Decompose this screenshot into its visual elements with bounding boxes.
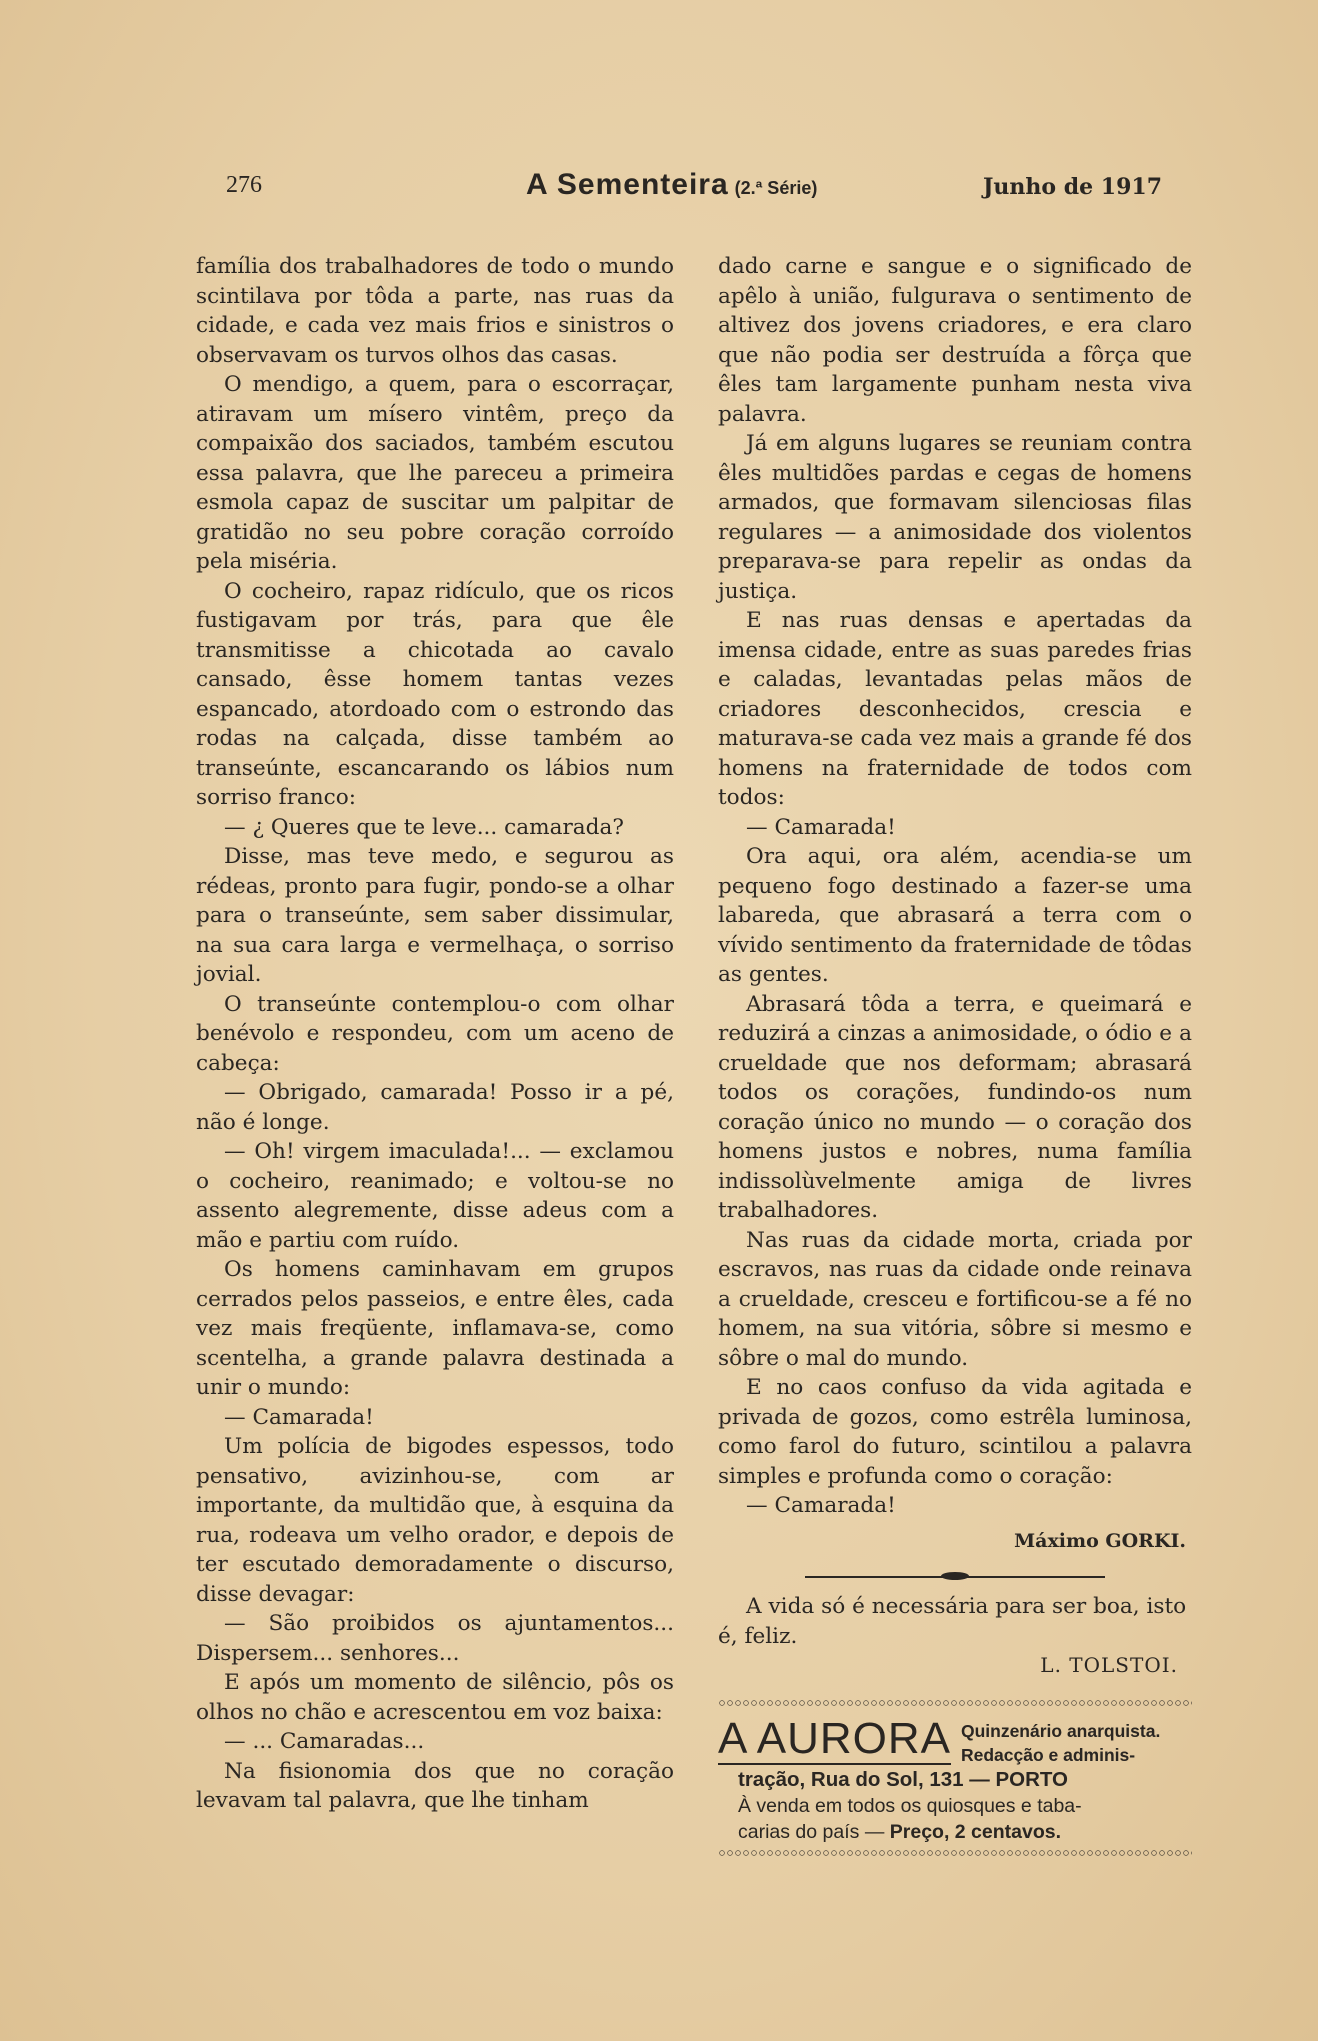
ad-price: Preço, 2 centavos. [889, 1820, 1062, 1843]
paragraph: — Oh! virgem imaculada!... — exclamou o cocheiro, reanimado; e voltou-se no assento alegremente, disse adeus com a mão e partiu com ruído. [196, 1139, 674, 1253]
ad-masthead [718, 1713, 1192, 1767]
quote-author: L. TOLSTOI. [1040, 1653, 1178, 1677]
ornamental-divider [805, 1576, 1105, 1578]
ad-desc-line1: Quinzenário anarquista. [960, 1720, 1161, 1741]
paragraph: — Camarada! [746, 814, 896, 840]
page-header [226, 168, 1162, 208]
decorative-border-top [718, 1699, 1192, 1707]
quote-text [718, 1592, 1192, 1651]
author-signature: Máximo GORKI. [1014, 1529, 1186, 1552]
ad-sale-line: À venda em todos os quiosques e taba- [738, 1794, 1082, 1817]
ad-sale-line2: carias do país — [738, 1820, 885, 1843]
right-column [718, 252, 1192, 1857]
paragraph: — Camarada! [746, 1493, 896, 1518]
paragraph: Já em alguns lugares se reuniam contra êles multidões pardas e cegas de homens armados, que formavam silenciosas filas regulares — a animosidade dos violentos preparava-se para repelir as ondas da justiça. [718, 431, 1192, 604]
paragraph: família dos trabalhadores de todo o mundo scintilava por tôda a parte, nas ruas da cidade, e cada vez mais frios e sinistros o observavam os turvos olhos das casas. [196, 254, 674, 368]
issue-date: Junho de 1917 [983, 174, 1162, 200]
series-label: (2.ª Série) [734, 178, 818, 198]
periodical-title: A Sementeira [526, 168, 729, 201]
paragraph: E no caos confuso da vida agitada e privada de gozos, como estrêla luminosa, como farol do futuro, scintilou a palavra simples e profunda como o coração: [718, 1375, 1192, 1489]
paragraph: dado carne e sangue e o significado de apêlo à união, fulgurava o sentimento de altivez dos jovens criadores, e era claro que não podia ser destruída a fôrça que êles tam largamente punham nesta viva palavra. [718, 254, 1192, 427]
paragraph: — ¿ Queres que te leve... camarada? [224, 814, 624, 840]
paragraph: Nas ruas da cidade morta, criada por escravos, nas ruas da cidade onde reinava a crueldade, cresceu e fortificou-se a fé no homem, na sua vitória, sôbre si mesmo e sôbre o mal do mundo. [718, 1227, 1192, 1371]
right-column-body [718, 252, 1192, 1521]
quote-body: A vida só é necessária para ser boa, isto é, feliz. [718, 1594, 1187, 1649]
paragraph: — Obrigado, camarada! Posso ir a pé, não é longe. [196, 1080, 674, 1135]
ad-description [961, 1717, 1160, 1767]
paragraph: E após um momento de silêncio, pôs os olhos no chão e acrescentou em voz baixa: [196, 1670, 674, 1725]
paragraph: E nas ruas densas e apertadas da imensa cidade, entre as suas paredes frias e caladas, levantadas pelas mãos de criadores desconhecidos, crescia e maturava-se cada vez mais a grande fé dos homens na fraternidade de todos com todos: [718, 608, 1192, 810]
advertisement-box [718, 1699, 1192, 1857]
paragraph: — São proibidos os ajuntamentos... Dispersem... senhores... [196, 1611, 674, 1666]
page-number: 276 [226, 172, 262, 198]
paragraph: Disse, mas teve medo, e segurou as rédeas, pronto para fugir, pondo-se a olhar para o transeúnte, sem saber dissimular, na sua cara larga e vermelhaça, o sorriso jovial. [196, 844, 674, 987]
paragraph: Na fisionomia dos que no coração levavam tal palavra, que lhe tinham [196, 1758, 674, 1813]
paragraph: Ora aqui, ora além, acendia-se um pequeno fogo destinado a fazer-se uma labareda, que abrasará a terra com o vívido sentimento da fraternidade de tôdas as gentes. [718, 844, 1192, 987]
masthead [526, 168, 817, 202]
ad-desc-line2: Redacção e adminis- [960, 1744, 1136, 1765]
ad-newspaper-name: A AURORA [718, 1713, 951, 1763]
ad-price-info [718, 1819, 1192, 1845]
ad-address: tração, Rua do Sol, 131 — PORTO [738, 1767, 1068, 1791]
decorative-border-bottom [718, 1849, 1192, 1857]
paragraph: — Camarada! [224, 1404, 374, 1430]
paragraph: Os homens caminhavam em grupos cerrados pelos passeios, e entre êles, cada vez mais freqüente, inflamava-se, como scentelha, a grande palavra destinada a unir o mundo: [196, 1257, 674, 1400]
paragraph: O cocheiro, rapaz ridículo, que os ricos fustigavam por trás, para que êle transmitisse a chicotada ao cavalo cansado, êsse homem tantas vezes espancado, atordoado com o estrondo das rodas na calçada, disse também ao transeúnte, escancarando os lábios num sorriso franco: [196, 578, 674, 810]
paragraph: O transeúnte contemplou-o com olhar benévolo e respondeu, com um aceno de cabeça: [196, 991, 674, 1076]
ad-sale-info [718, 1793, 1192, 1819]
paragraph: Um polícia de bigodes espessos, todo pensativo, avizinhou-se, com ar importante, da multidão que, à esquina da rua, rodeava um velho orador, e depois de ter escutado demoradamente o discurso, disse devagar: [196, 1434, 674, 1607]
paragraph: O mendigo, a quem, para o escorraçar, atiravam um mísero vintêm, preço da compaixão dos saciados, também escutou essa palavra, que lhe pareceu a primeira esmola capaz de suscitar um palpitar de gratidão no seu pobre coração corroído pela miséria. [196, 372, 674, 574]
left-column [196, 252, 674, 1816]
paragraph: — ... Camaradas... [224, 1729, 425, 1754]
paragraph: Abrasará tôda a terra, e queimará e reduzirá a cinzas a animosidade, o ódio e a crueldade que nos deformam; abrasará todos os corações, fundindo-os num coração único no mundo — o coração dos homens justos e nobres, numa família indissolùvelmente amiga de livres trabalhadores. [718, 991, 1192, 1223]
